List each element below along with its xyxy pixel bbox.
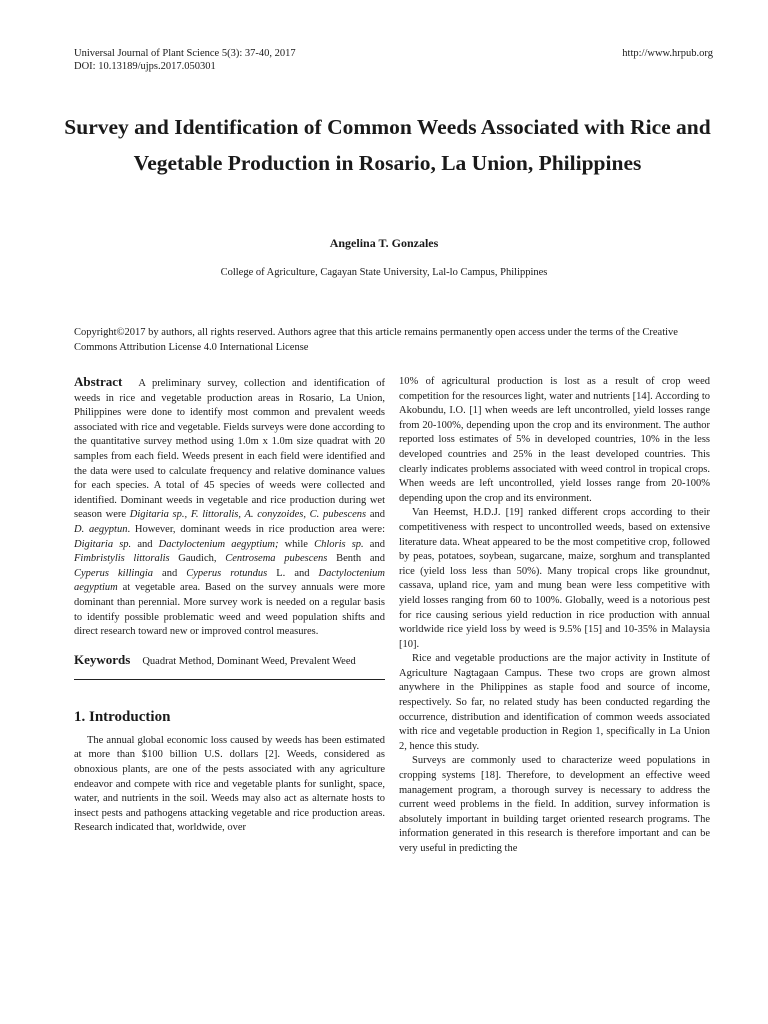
paper-title: Survey and Identification of Common Weeds Associated with Rice and Vegetable Production in Rosario, La Union, Philippines	[64, 115, 711, 175]
author-name: Angelina T. Gonzales	[329, 236, 439, 250]
journal-citation: Universal Journal of Plant Science 5(3): 37-40, 2017	[74, 48, 296, 59]
body-paragraph-2: Van Heemst, H.D.J. [19] ranked different crops according to their competitiveness with respect to uncontrolled weeds, based on extensive literature data. Wheat appeared to be the most competitive crop, followed by peas, potatoes, soybean, sugarcane, maize, sorghum and transplanted rice (yield loss less than 50%). Many tropical crops like groundnut, cassava, upland rice, yam and mung bean were less competitive with yield losses ranging from 60 to 100%. Globally, weed is a notorious pest for rice causing serious yield reduction in rice production with annual worldwide rice yield loss by weed is 9.5% [15] and 10-35% in Malaysia [10].	[399, 507, 710, 650]
keywords-heading: Keywords	[74, 651, 131, 667]
left-column	[74, 375, 385, 836]
author-affiliation: College of Agriculture, Cagayan State University, Lal-lo Campus, Philippines	[220, 267, 548, 278]
abstract: Abstract A preliminary survey, collection and identification of weeds in rice and vegetable production areas in Rosario, La Union, Philippines were done to identify most common and prevalent weeds associated with rice and vegetable. Fields surveys were done according to the quantitative survey method using 1.0m x 1.0m size quadrat with 20 samples from each field. Weeds present in each field were identified and the data were used to calculate frequency and relative dominance values for each species. A total of 45 species of weeds were collected and identified. Dominant weeds in vegetable and rice production during wet season were Digitaria sp., F. littoralis, A. conyzoides, C. pubescens and D. aegyptun. However, dominant weeds in rice production area were: Digitaria sp. and Dactyloctenium aegyptium; while Chloris sp. and Fimbristylis littoralis Gaudich, Centrosema pubescens Benth and Cyperus killingia and Cyperus rotundus L. and Dactyloctenium aegyptium at vegetable area. Based on the survey annuals were more dominant than perennial. More survey work is needed on a regular basis to identify possible problematic weed and weed population shifts and direct research toward new or improved control measures.	[74, 374, 385, 638]
section-divider	[74, 679, 385, 680]
introduction-heading: 1. Introduction	[74, 709, 171, 726]
keywords-text: Quadrat Method, Dominant Weed, Prevalent Weed	[142, 655, 356, 667]
journal-url[interactable]: http://www.hrpub.org	[622, 48, 713, 59]
copyright-notice: Copyright©2017 by authors, all rights reserved. Authors agree that this article remains permanently open access under the terms of the Creative Commons Attribution License 4.0 International License	[74, 327, 678, 353]
right-column	[399, 375, 710, 857]
intro-paragraph: The annual global economic loss caused by weeds has been estimated at more than $100 billion U.S. dollars [2]. Weeds, considered as obnoxious plants, are one of the pests associated with any agriculture endeavor and compete with rice and vegetable plants for sunlight, space, water, and nutrients in the soil. Weeds may also act as alternate hosts to insect pests and pathogens attacking vegetable and rice production areas. Research indicated that, worldwide, over	[74, 734, 385, 834]
abstract-heading: Abstract	[74, 374, 123, 389]
body-paragraph-4: Surveys are commonly used to characterize weed populations in cropping systems [18]. Therefore, to development an effective weed management program, a thorough survey is necessary to address the current weed problems in the field. In addition, survey information is absolutely important in building target oriented research programs. The information generated in this research is therefore important and can be very useful in predicting the	[399, 755, 710, 854]
body-paragraph-1: 10% of agricultural production is lost as a result of crop weed competition for the resources light, water and nutrients [14]. According to Akobundu, I.O. [1] when weeds are left uncontrolled, yield losses range from 20-100%, depending upon the crop and its environment. The author reported loss estimates of 5% in developed countries, 10% in the less developed countries and 25% in the least developed countries. This clearly indicates problems associated with weed control in tropical crops. When weeds are left uncontrolled, yield losses range from 20-100% depending upon the crop and its environment.	[399, 376, 710, 504]
journal-header	[74, 47, 296, 73]
doi: DOI: 10.13189/ujps.2017.050301	[74, 61, 216, 72]
keywords	[74, 653, 385, 670]
body-paragraph-3: Rice and vegetable productions are the major activity in Institute of Agriculture Nagtagaan Campus. These two crops are grown almost anywhere in the Philippines as staple food and source of income, respectively. So far, no related study has been conducted regarding the occurrence, distribution and identification of common weeds associated with rice and vegetable production in Region 1, specifically in La Union 2, hence this study.	[399, 653, 710, 752]
